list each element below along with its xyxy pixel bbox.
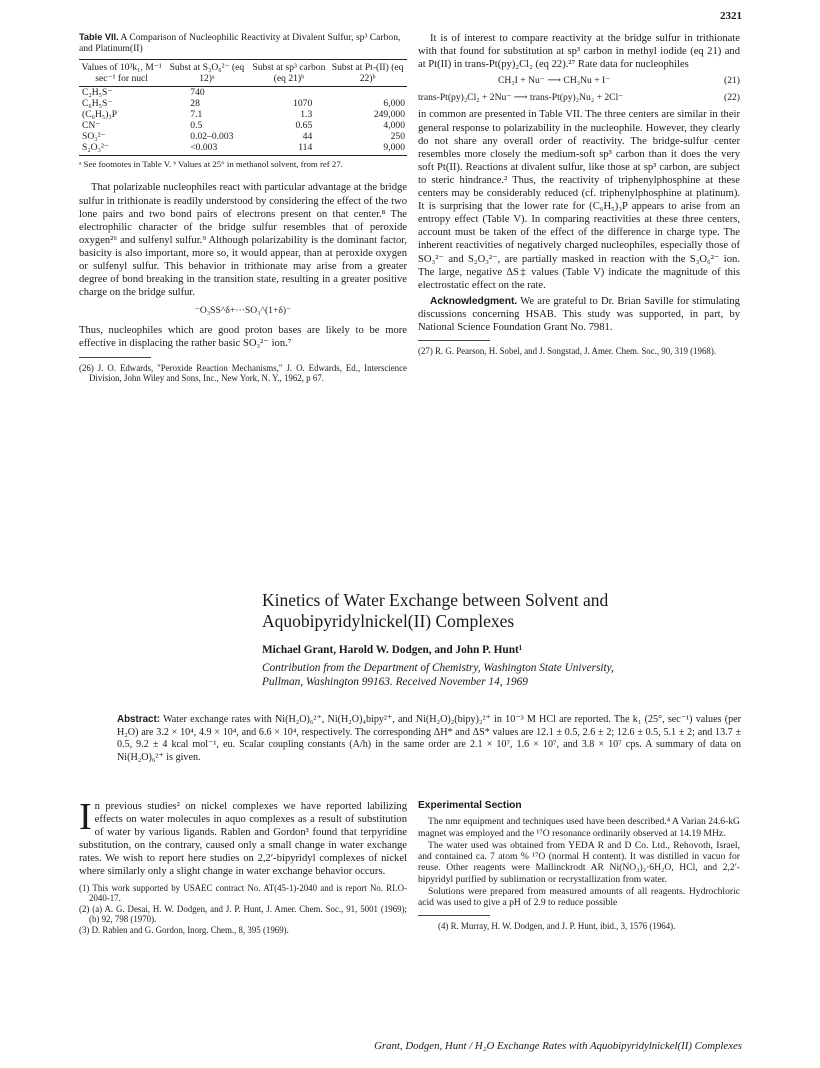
footnote-divider: [418, 915, 490, 916]
table-cell: 28: [190, 97, 200, 109]
footnote: (2) (a) A. G. Desai, H. W. Dodgen, and J. P. Hunt, J. Amer. Chem. Soc., 91, 5001 (1969); (b) 92, 798 (1970).: [79, 903, 407, 925]
equation-number: (21): [724, 75, 740, 87]
table-cell: <0.003: [164, 142, 249, 156]
table-cell: 740: [190, 86, 205, 98]
equation-text: CH₃I + Nu⁻ ⟶ CH₃Nu + I⁻: [498, 75, 611, 87]
table-cell: (C₆H₅)₃P: [82, 108, 118, 120]
article-title: [262, 590, 742, 632]
table-cell: 0.02–0.003: [190, 130, 234, 142]
running-footer: Grant, Dodgen, Hunt / H₂O Exchange Rates with Aquobipyridylnickel(II) Complexes: [374, 1040, 742, 1052]
table-cell: 4,000: [383, 119, 405, 131]
table-cell: S₂O₃²⁻: [79, 142, 164, 156]
equation-21: [418, 74, 740, 87]
table-cell: 0.65: [295, 119, 313, 131]
experimental-column: [418, 800, 740, 932]
transition-state-equation: ⁻O₃SS^δ+···SO₃^(1+δ)⁻: [194, 305, 292, 317]
acknowledgment: [418, 295, 740, 334]
body-paragraph: in common are presented in Table VII. The three centers are similar in their general response to polarizability in the nucleophile. However, they clearly do not share any overall order of reactivity. The bridge-sulfur center resembles more closely the medium-soft sp³ carbon than it does the very soft Pt(II). Reactions at divalent sulfur, like those at sp³ carbon, are subject to steric hindrance.² Thus, the reactivity of triphenylphosphine at these centers may be considerably reduced (cf. triphenylphosphine at platinum). It is surprising that the lower rate for (C₆H₅)₃P appears to arise from an entropy effect (Table V). In comparing reactivities at these three centers, account must be taken of the effect of the difference in charge type. The inherent reactivities of negatively charged nucleophiles, especially those of SO₃²⁻ and S₂O₃²⁻, are partially masked in reaction with the S₃O₆²⁻ ion. The large, negative ΔS‡ values (Table V) indicate the magnitude of this electrostatic effect on the rate.: [418, 109, 740, 291]
affiliation-line: Pullman, Washington 99163. Received November 14, 1969: [262, 675, 528, 688]
table-cell: 9,000: [328, 142, 407, 156]
table-header: Subst at sp³ carbon (eq 21)ᵇ: [250, 59, 329, 86]
body-paragraph: It is of interest to compare reactivity at the bridge sulfur in trithionate with that found for substitution at sp³ carbon in methyl iodide (eq 21) and at Pt(II) in trans-Pt(py)₂Cl₂ (eq 22).²⁷ Rate data for nucleophiles: [418, 33, 740, 71]
article-header: [262, 590, 742, 689]
table-row: [79, 142, 407, 156]
table-cell: 0.5: [190, 119, 203, 131]
experimental-paragraph: The nmr equipment and techniques used have been described.⁴ A Varian 24.6-kG magnet was employed and the ¹⁷O resonance ordinarily observed at 14.19 MHz.: [418, 816, 740, 839]
acknowledgment-label: Acknowledgment.: [430, 295, 518, 307]
footnote: (4) R. Murray, H. W. Dodgen, and J. P. Hunt, ibid., 3, 1576 (1964).: [438, 920, 676, 931]
footnote: (3) D. Rablen and G. Gordon, Inorg. Chem., 8, 395 (1969).: [79, 924, 289, 935]
table-header: Subst at S₃O₆²⁻ (eq 12)ᵃ: [164, 59, 249, 86]
abstract: [117, 714, 741, 764]
acknowledgment-text: We are grateful to Dr. Brian Saville for stimulating discussions concerning HSAB. This study was supported, in part, by National Science Foundation Grant No. 7981.: [418, 295, 740, 333]
table-cell: 7.1: [190, 108, 203, 120]
table-footnote: ᵃ See footnotes in Table V. ᵇ Values at 25° in methanol solvent, from ref 27.: [79, 158, 343, 169]
intro-text: n previous studies² on nickel complexes we have reported labilizing effects on water molecules in aquo complexes as a result of substitution of water by various ligands. Rablen and Gordon³ found that terpyridine substitution, on the contrary, caused only a small change in water exchange rates. We wish to report here studies on 2,2′-bipyridyl complexes of nickel where similarly only a slight change in water exchange behavior occurs.: [79, 801, 407, 878]
footnote: (26) J. O. Edwards, "Peroxide Reaction Mechanisms," J. O. Edwards, Ed., Interscience Division, John Wiley and Sons, Inc., New York, N. Y., 1962, p 67.: [79, 362, 407, 384]
left-column: [79, 32, 407, 384]
table-cell: 250: [390, 130, 405, 142]
affiliation: [262, 662, 742, 689]
table-caption-text: A Comparison of Nucleophilic Reactivity at Divalent Sulfur, sp³ Carbon, and Platinum(II): [79, 32, 401, 55]
experimental-paragraph: The water used was obtained from YEDA R and D Co. Ltd., Rehovoth, Israel, and contained ca. 7 atom % ¹⁷O (normal H content). It was distilled in vacuo for reuse. Other reagents were Mallinckrodt AR Ni(NO₃)₂·6H₂O, HCl, and 2,2′-bipyridyl purified by sublimation or recrystallization from water.: [418, 839, 740, 885]
table-cell: C₂H₅S⁻: [82, 86, 113, 98]
abstract-label: Abstract:: [117, 714, 161, 725]
table-row: [79, 86, 407, 98]
affiliation-line: Contribution from the Department of Chemistry, Washington State University,: [262, 662, 614, 674]
table-cell: 6,000: [383, 97, 405, 109]
footnote: (27) R. G. Pearson, H. Sobel, and J. Songstad, J. Amer. Chem. Soc., 90, 319 (1968).: [418, 346, 717, 357]
table-cell: 114: [250, 142, 329, 156]
table-label: Table VII.: [79, 32, 119, 42]
page-number: 2321: [720, 10, 742, 22]
table-cell: 1070: [293, 97, 313, 109]
experimental-paragraph: Solutions were prepared from measured amounts of all reagents. Hydrochloric acid was used to give a pH of 2.9 to reduce possible: [418, 886, 740, 909]
table-row: [79, 109, 407, 120]
table-cell: [250, 86, 329, 98]
table-row: [79, 131, 407, 142]
body-paragraph: Thus, nucleophiles which are good proton bases are likely to be more effective in displacing the rather basic SO₃²⁻ ion.⁷: [79, 325, 407, 350]
equation-22: [418, 91, 740, 104]
body-paragraph: That polarizable nucleophiles react with particular advantage at the bridge sulfur in trithionate is readily understood by considering the effect of the two lone pairs and two bond pairs of electrons present on that center.⁸ The electrophilic character of the bridge sulfur resembles that of peroxide oxygen²⁶ and sulfenyl sulfur.⁹ Although polarizability is the dominant factor, basicity is also important, more so, it would appear, than at peroxide oxygen or sulfenyl sulfur. This behavior in trithionate may arise from a greater degree of bond breaking in the transition state, resulting in a greater positive charge on the bridge sulfur.: [79, 182, 407, 299]
equation-number: (22): [724, 92, 740, 104]
drop-cap: I: [79, 796, 92, 838]
abstract-text: Water exchange rates with Ni(H₂O)₆²⁺, Ni(H₂O)₄bipy²⁺, and Ni(H₂O)₂(bipy)₂²⁺ in 10⁻³ M HCl are reported. The k₁ (25°, sec⁻¹) values (per H₂O) are 3.2 × 10⁴, 4.9 × 10⁴, and 6.6 × 10⁴, respectively. The corresponding ΔH* and ΔS* values are 12.1 ± 0.5, 2.6 ± 2; 12.6 ± 0.5, 5.1 ± 2; and 13.7 ± 0.5, 9.2 ± 4 kcal mol⁻¹, eu. Scalar coupling constants (A/h) in the same order are 2.1 × 10⁷, 1.6 × 10⁷, and 3.8 × 10⁷ cps. A summary of data on Ni(H₂O)₆²⁺ is given.: [117, 714, 741, 763]
right-column: [418, 32, 740, 357]
table-cell: [328, 86, 407, 98]
footnote-divider: [79, 357, 151, 358]
authors: Michael Grant, Harold W. Dodgen, and John P. Hunt¹: [262, 644, 523, 656]
table-row: [79, 98, 407, 109]
table-caption: [79, 32, 407, 55]
intro-column: [79, 796, 407, 936]
table-row: [79, 120, 407, 131]
table-header: Values of 10³k₁, M⁻¹ sec⁻¹ for nucl: [79, 59, 164, 86]
table-cell: 44: [302, 130, 313, 142]
table-vii: [79, 59, 407, 156]
section-heading: Experimental Section: [418, 800, 522, 811]
footnote: (1) This work supported by USAEC contract No. AT(45-1)-2040 and is report No. RLO-2040-17.: [79, 882, 407, 904]
table-cell: 1.3: [300, 108, 313, 120]
table-cell: 249,000: [373, 108, 405, 120]
title-line: Aquobipyridylnickel(II) Complexes: [262, 611, 515, 631]
footnote-divider: [418, 340, 490, 341]
equation-text: trans-Pt(py)₂Cl₂ + 2Nu⁻ ⟶ trans-Pt(py)₂Nu₂ + 2Cl⁻: [418, 92, 624, 104]
intro-paragraph: [79, 796, 407, 879]
title-line: Kinetics of Water Exchange between Solvent and: [262, 590, 609, 610]
table-cell: C₆H₅S⁻: [82, 97, 113, 109]
table-cell: SO₃²⁻: [82, 130, 106, 142]
table-cell: CN⁻: [82, 119, 101, 131]
table-header: Subst at Pt-(II) (eq 22)ᵇ: [328, 59, 407, 86]
